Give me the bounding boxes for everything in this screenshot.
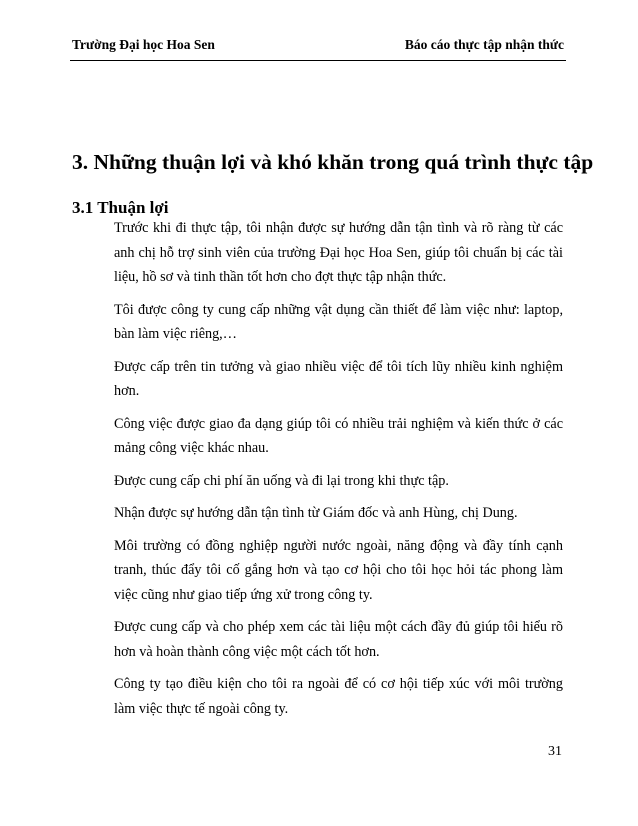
paragraph: Nhận được sự hướng dẫn tận tình từ Giám đốc và anh Hùng, chị Dung. xyxy=(114,505,518,521)
page-header xyxy=(70,36,566,61)
paragraph: Công ty tạo điều kiện cho tôi ra ngoài để có cơ hội tiếp xúc với môi trường làm việc thực tế ngoài công ty. xyxy=(114,676,563,717)
paragraph: Công việc được giao đa dạng giúp tôi có nhiều trải nghiệm và kiến thức ở các mảng công việc khác nhau. xyxy=(114,415,563,456)
paragraph: Trước khi đi thực tập, tôi nhận được sự hướng dẫn tận tình và rõ ràng từ các anh chị hỗ trợ sinh viên của trường Đại học Hoa Sen, giúp tôi chuẩn bị các tài liệu, hồ sơ và tinh thần tốt hơn cho đợt thực tập nhận thức. xyxy=(114,220,563,285)
paragraph: Tôi được công ty cung cấp những vật dụng cần thiết để làm việc như: laptop, bàn làm việc riêng,… xyxy=(114,301,563,342)
page-number: 31 xyxy=(548,744,562,759)
body-text xyxy=(114,216,563,729)
paragraph: Được cung cấp và cho phép xem các tài liệu một cách đầy đủ giúp tôi hiểu rõ hơn và hoàn thành công việc một cách tốt hơn. xyxy=(114,619,563,660)
paragraph: Được cấp trên tin tưởng và giao nhiều việc để tôi tích lũy nhiều kinh nghiệm hơn. xyxy=(114,358,563,399)
header-school-name: Trường Đại học Hoa Sen xyxy=(72,37,215,52)
paragraph: Môi trường có đồng nghiệp người nước ngoài, năng động và đầy tính cạnh tranh, thúc đẩy tôi cố gắng hơn và tạo cơ hội cho tôi học hỏi tác phong làm việc cũng như giao tiếp ứng xử trong công ty. xyxy=(114,537,563,603)
section-title: 3. Những thuận lợi và khó khăn trong quá trình thực tập xyxy=(72,150,594,174)
paragraph: Được cung cấp chi phí ăn uống và đi lại trong khi thực tập. xyxy=(114,472,449,489)
subsection-title: 3.1 Thuận lợi xyxy=(72,198,169,217)
header-report-title: Báo cáo thực tập nhận thức xyxy=(404,37,564,52)
